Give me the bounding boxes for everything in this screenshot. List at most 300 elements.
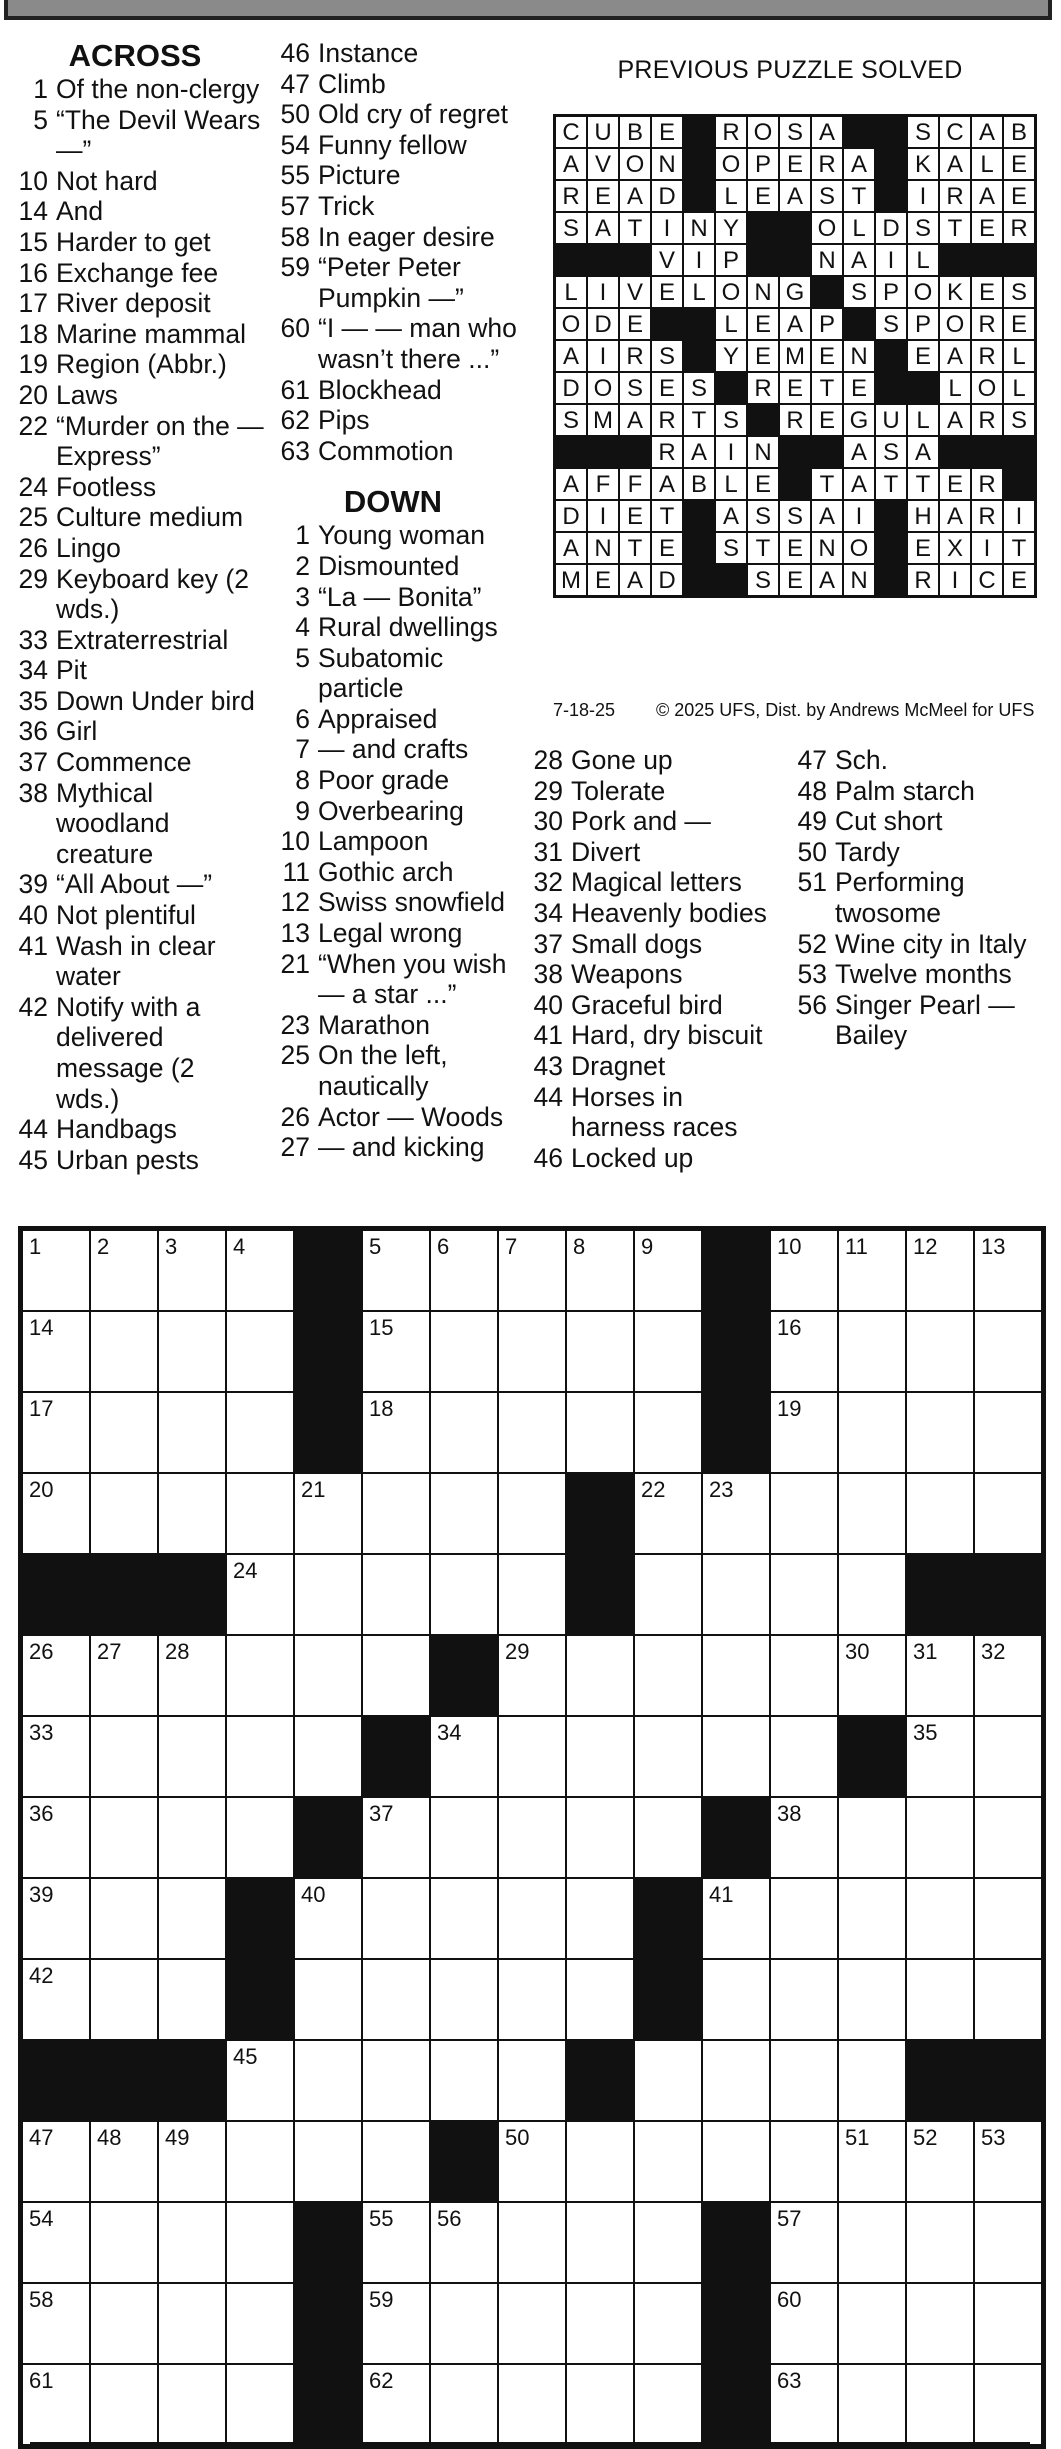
solution-letter: M <box>555 564 587 596</box>
grid-cell[interactable] <box>974 1230 1042 1311</box>
grid-cell[interactable] <box>430 1959 498 2040</box>
grid-cell[interactable] <box>974 1392 1042 1473</box>
clue-text: River deposit <box>56 288 211 319</box>
grid-cell[interactable] <box>226 1230 294 1311</box>
solution-black-square <box>555 436 587 468</box>
grid-cell[interactable] <box>498 1392 566 1473</box>
grid-cell[interactable] <box>906 2202 974 2283</box>
grid-cell[interactable] <box>634 1554 702 1635</box>
grid-cell[interactable] <box>566 1797 634 1878</box>
cell-number: 40 <box>301 1882 326 1907</box>
clue-item <box>521 990 781 1021</box>
grid-cell[interactable] <box>430 1797 498 1878</box>
grid-cell[interactable] <box>498 2202 566 2283</box>
grid-cell[interactable] <box>838 2040 906 2121</box>
solution-letter: A <box>811 500 843 532</box>
grid-cell[interactable] <box>430 1878 498 1959</box>
clue-text: Weapons <box>571 959 683 990</box>
solution-letter: T <box>843 180 875 212</box>
grid-cell[interactable] <box>906 2121 974 2202</box>
solution-black-square <box>939 244 971 276</box>
grid-cell[interactable] <box>634 1311 702 1392</box>
solution-letter: T <box>683 404 715 436</box>
clue-number: 29 <box>18 563 48 594</box>
grid-cell[interactable] <box>158 1635 226 1716</box>
grid-cell[interactable] <box>498 1716 566 1797</box>
solution-letter: U <box>875 404 907 436</box>
grid-cell[interactable] <box>498 2283 566 2364</box>
clue-text: Magical letters <box>571 867 742 898</box>
grid-cell[interactable] <box>22 1878 90 1959</box>
grid-cell[interactable] <box>22 2202 90 2283</box>
solution-black-square <box>619 436 651 468</box>
solution-letter: A <box>555 532 587 564</box>
grid-cell[interactable] <box>226 2202 294 2283</box>
grid-cell[interactable] <box>498 1554 566 1635</box>
grid-cell[interactable] <box>702 2121 770 2202</box>
grid-cell[interactable] <box>362 1392 430 1473</box>
clue-number: 58 <box>280 221 310 252</box>
clue-text: Dismounted <box>318 550 460 581</box>
grid-cell[interactable] <box>770 1230 838 1311</box>
grid-cell[interactable] <box>158 1878 226 1959</box>
grid-cell[interactable] <box>974 2283 1042 2364</box>
grid-cell[interactable] <box>906 1392 974 1473</box>
grid-cell[interactable] <box>566 1635 634 1716</box>
grid-cell[interactable] <box>226 1797 294 1878</box>
grid-cell[interactable] <box>90 1392 158 1473</box>
grid-cell[interactable] <box>906 1230 974 1311</box>
grid-cell[interactable] <box>294 2040 362 2121</box>
grid-cell[interactable] <box>974 1878 1042 1959</box>
grid-cell[interactable] <box>294 1878 362 1959</box>
grid-cell[interactable] <box>22 1311 90 1392</box>
clue-item <box>785 776 1060 807</box>
grid-cell[interactable] <box>90 2202 158 2283</box>
solution-letter: R <box>715 116 747 148</box>
grid-cell[interactable] <box>770 2364 838 2445</box>
grid-cell[interactable] <box>22 1959 90 2040</box>
clue-text: Handbags <box>56 1114 177 1145</box>
grid-cell[interactable] <box>838 1554 906 1635</box>
grid-cell[interactable] <box>566 2364 634 2445</box>
solution-letter: A <box>971 180 1003 212</box>
grid-cell[interactable] <box>770 1716 838 1797</box>
clue-item <box>6 686 264 717</box>
grid-cell[interactable] <box>838 2121 906 2202</box>
grid-cell[interactable] <box>838 1392 906 1473</box>
clue-text: Urban pests <box>56 1144 199 1175</box>
cell-number: 50 <box>505 2125 530 2150</box>
cell-number: 8 <box>573 1234 586 1259</box>
clue-number: 38 <box>533 959 563 990</box>
solution-letter: E <box>779 564 811 596</box>
black-square <box>634 1878 702 1959</box>
solution-black-square <box>683 340 715 372</box>
grid-cell[interactable] <box>294 1473 362 1554</box>
grid-cell[interactable] <box>498 1797 566 1878</box>
grid-cell[interactable] <box>634 1473 702 1554</box>
grid-cell[interactable] <box>566 1878 634 1959</box>
grid-cell[interactable] <box>974 2202 1042 2283</box>
grid-cell[interactable] <box>22 1797 90 1878</box>
grid-cell[interactable] <box>362 1878 430 1959</box>
grid-cell[interactable] <box>566 2121 634 2202</box>
grid-cell[interactable] <box>906 1635 974 1716</box>
grid-cell[interactable] <box>90 1230 158 1311</box>
clue-item <box>268 130 518 161</box>
grid-cell[interactable] <box>634 2364 702 2445</box>
grid-cell[interactable] <box>634 2283 702 2364</box>
grid-cell[interactable] <box>634 1230 702 1311</box>
solution-letter: L <box>939 372 971 404</box>
solution-letter: N <box>843 564 875 596</box>
grid-cell[interactable] <box>906 1797 974 1878</box>
clue-item <box>268 551 518 582</box>
grid-cell[interactable] <box>906 1311 974 1392</box>
grid-cell[interactable] <box>22 2364 90 2445</box>
grid-cell[interactable] <box>362 2121 430 2202</box>
solution-letter: R <box>651 404 683 436</box>
solution-black-square <box>779 468 811 500</box>
grid-cell[interactable] <box>430 1230 498 1311</box>
grid-cell[interactable] <box>498 1635 566 1716</box>
grid-cell[interactable] <box>22 2283 90 2364</box>
solution-letter: T <box>651 500 683 532</box>
grid-cell[interactable] <box>770 2121 838 2202</box>
solution-letter: E <box>1003 180 1035 212</box>
grid-cell[interactable] <box>974 2364 1042 2445</box>
grid-cell[interactable] <box>702 1473 770 1554</box>
solution-letter: E <box>971 276 1003 308</box>
grid-cell[interactable] <box>430 1311 498 1392</box>
grid-cell[interactable] <box>566 1311 634 1392</box>
grid-cell[interactable] <box>566 2283 634 2364</box>
grid-cell[interactable] <box>22 1230 90 1311</box>
grid-cell[interactable] <box>498 2040 566 2121</box>
solution-letter: A <box>779 308 811 340</box>
grid-cell[interactable] <box>430 2283 498 2364</box>
grid-cell[interactable] <box>974 1959 1042 2040</box>
grid-cell[interactable] <box>158 1473 226 1554</box>
grid-cell[interactable] <box>702 2040 770 2121</box>
grid-cell[interactable] <box>770 1797 838 1878</box>
solution-letter: E <box>811 404 843 436</box>
grid-cell[interactable] <box>22 2121 90 2202</box>
grid-cell[interactable] <box>158 2202 226 2283</box>
clue-text: Wash in clear water <box>56 930 216 992</box>
clue-number: 62 <box>280 405 310 436</box>
grid-cell[interactable] <box>838 1959 906 2040</box>
grid-cell[interactable] <box>362 2283 430 2364</box>
grid-cell[interactable] <box>498 2364 566 2445</box>
solution-letter: A <box>779 180 811 212</box>
clue-number: 17 <box>18 288 48 319</box>
solution-letter: E <box>587 564 619 596</box>
grid-cell[interactable] <box>838 1473 906 1554</box>
grid-cell[interactable] <box>702 1878 770 1959</box>
grid-cell[interactable] <box>838 1635 906 1716</box>
grid-cell[interactable] <box>226 1311 294 1392</box>
grid-cell[interactable] <box>158 1230 226 1311</box>
grid-cell[interactable] <box>90 1635 158 1716</box>
grid-cell[interactable] <box>702 1554 770 1635</box>
solution-letter: M <box>587 404 619 436</box>
clue-number: 59 <box>280 252 310 283</box>
solution-letter: S <box>779 500 811 532</box>
grid-cell[interactable] <box>90 1878 158 1959</box>
clue-number: 56 <box>797 989 827 1020</box>
grid-cell[interactable] <box>498 1230 566 1311</box>
grid-cell[interactable] <box>566 1230 634 1311</box>
grid-cell[interactable] <box>498 1959 566 2040</box>
grid-cell[interactable] <box>294 2121 362 2202</box>
clue-number: 48 <box>797 775 827 806</box>
grid-cell[interactable] <box>430 2202 498 2283</box>
grid-cell[interactable] <box>90 1959 158 2040</box>
clue-number: 37 <box>18 747 48 778</box>
grid-cell[interactable] <box>566 1959 634 2040</box>
cell-number: 29 <box>505 1639 530 1664</box>
solution-letter: E <box>651 276 683 308</box>
clue-number: 45 <box>18 1144 48 1175</box>
grid-cell[interactable] <box>974 2121 1042 2202</box>
grid-cell[interactable] <box>634 1797 702 1878</box>
grid-cell[interactable] <box>430 1716 498 1797</box>
grid-cell[interactable] <box>430 1473 498 1554</box>
solution-letter: B <box>619 116 651 148</box>
grid-cell[interactable] <box>294 1959 362 2040</box>
clue-text: Keyboard key (2 wds.) <box>56 563 249 625</box>
grid-cell[interactable] <box>974 1473 1042 1554</box>
grid-cell[interactable] <box>770 1554 838 1635</box>
grid-cell[interactable] <box>498 1311 566 1392</box>
clue-number: 52 <box>797 928 827 959</box>
clue-text: Poor grade <box>318 765 450 796</box>
clue-item <box>268 857 518 888</box>
grid-cell[interactable] <box>634 2121 702 2202</box>
cell-number: 23 <box>709 1477 734 1502</box>
clue-item <box>268 918 518 949</box>
grid-cell[interactable] <box>22 1473 90 1554</box>
clue-item <box>6 564 264 625</box>
grid-cell[interactable] <box>566 1716 634 1797</box>
grid-cell[interactable] <box>838 1230 906 1311</box>
grid-cell[interactable] <box>294 1716 362 1797</box>
solution-letter: O <box>715 276 747 308</box>
grid-cell[interactable] <box>362 1473 430 1554</box>
grid-cell[interactable] <box>226 1554 294 1635</box>
grid-cell[interactable] <box>906 1473 974 1554</box>
grid-cell[interactable] <box>158 2121 226 2202</box>
grid-cell[interactable] <box>498 1878 566 1959</box>
solution-black-square <box>779 244 811 276</box>
grid-cell[interactable] <box>906 2283 974 2364</box>
cell-number: 11 <box>845 1234 868 1259</box>
grid-cell[interactable] <box>90 1473 158 1554</box>
clue-item <box>268 887 518 918</box>
grid-cell[interactable] <box>838 2202 906 2283</box>
grid-cell[interactable] <box>90 1797 158 1878</box>
grid-cell[interactable] <box>634 1635 702 1716</box>
grid-cell[interactable] <box>22 1635 90 1716</box>
grid-cell[interactable] <box>226 1473 294 1554</box>
grid-cell[interactable] <box>22 1392 90 1473</box>
grid-cell[interactable] <box>770 1392 838 1473</box>
grid-cell[interactable] <box>770 1311 838 1392</box>
grid-cell[interactable] <box>770 1878 838 1959</box>
solution-letter: R <box>971 404 1003 436</box>
grid-cell[interactable] <box>906 1878 974 1959</box>
clue-text: Blockhead <box>318 374 442 405</box>
solution-letter: E <box>939 468 971 500</box>
grid-cell[interactable] <box>770 2040 838 2121</box>
grid-cell[interactable] <box>226 1392 294 1473</box>
grid-cell[interactable] <box>90 2283 158 2364</box>
grid-cell[interactable] <box>566 2202 634 2283</box>
grid-cell[interactable] <box>974 1716 1042 1797</box>
grid-cell[interactable] <box>838 1311 906 1392</box>
grid-cell[interactable] <box>158 1392 226 1473</box>
grid-cell[interactable] <box>770 2283 838 2364</box>
clue-number: 3 <box>295 581 310 612</box>
grid-cell[interactable] <box>634 2202 702 2283</box>
grid-cell[interactable] <box>838 2364 906 2445</box>
clue-item <box>785 990 1060 1051</box>
clue-item <box>521 867 781 898</box>
grid-cell[interactable] <box>226 2283 294 2364</box>
grid-cell[interactable] <box>294 1635 362 1716</box>
grid-cell[interactable] <box>158 2283 226 2364</box>
solution-letter: T <box>939 212 971 244</box>
clue-text: Young woman <box>318 520 485 551</box>
grid-cell[interactable] <box>362 1635 430 1716</box>
grid-cell[interactable] <box>770 1635 838 1716</box>
grid-cell[interactable] <box>90 2364 158 2445</box>
grid-cell[interactable] <box>362 2040 430 2121</box>
solution-letter: R <box>555 180 587 212</box>
grid-cell[interactable] <box>906 1959 974 2040</box>
clue-item <box>6 196 264 227</box>
cell-number: 9 <box>641 1234 654 1259</box>
cell-number: 1 <box>29 1234 42 1259</box>
grid-cell[interactable] <box>362 1797 430 1878</box>
solution-letter: C <box>555 116 587 148</box>
grid-cell[interactable] <box>974 1797 1042 1878</box>
grid-cell[interactable] <box>430 1554 498 1635</box>
grid-cell[interactable] <box>158 1959 226 2040</box>
grid-cell[interactable] <box>838 2283 906 2364</box>
cell-number: 12 <box>913 1234 938 1259</box>
solution-letter: S <box>619 372 651 404</box>
solution-letter: A <box>939 148 971 180</box>
clue-item <box>6 900 264 931</box>
clue-item <box>6 716 264 747</box>
grid-cell[interactable] <box>158 1716 226 1797</box>
grid-cell[interactable] <box>362 2364 430 2445</box>
grid-cell[interactable] <box>362 1311 430 1392</box>
solution-black-square <box>875 500 907 532</box>
cell-number: 49 <box>165 2125 190 2150</box>
grid-cell[interactable] <box>430 1392 498 1473</box>
grid-cell[interactable] <box>430 2040 498 2121</box>
grid-cell[interactable] <box>226 2040 294 2121</box>
solution-letter: P <box>907 308 939 340</box>
clue-number: 50 <box>280 99 310 130</box>
grid-cell[interactable] <box>702 1959 770 2040</box>
cell-number: 39 <box>29 1882 54 1907</box>
grid-cell[interactable] <box>90 1716 158 1797</box>
grid-cell[interactable] <box>362 1554 430 1635</box>
grid-cell[interactable] <box>634 1392 702 1473</box>
cell-number: 24 <box>233 1558 258 1583</box>
grid-cell[interactable] <box>906 2364 974 2445</box>
grid-cell[interactable] <box>362 1230 430 1311</box>
grid-cell[interactable] <box>974 1635 1042 1716</box>
grid-cell[interactable] <box>634 1716 702 1797</box>
grid-cell[interactable] <box>838 1878 906 1959</box>
grid-cell[interactable] <box>226 2364 294 2445</box>
solution-letter: E <box>1003 308 1035 340</box>
grid-cell[interactable] <box>294 1554 362 1635</box>
grid-cell[interactable] <box>702 1716 770 1797</box>
grid-cell[interactable] <box>770 2202 838 2283</box>
cell-number: 3 <box>165 1234 178 1259</box>
grid-cell[interactable] <box>226 1716 294 1797</box>
solution-letter: A <box>683 436 715 468</box>
grid-cell[interactable] <box>702 1635 770 1716</box>
grid-cell[interactable] <box>634 2040 702 2121</box>
clue-number: 26 <box>18 532 48 563</box>
grid-cell[interactable] <box>974 1311 1042 1392</box>
down-clues-column-3 <box>521 745 781 1173</box>
clue-item <box>6 288 264 319</box>
clue-number: 41 <box>18 930 48 961</box>
solution-letter: T <box>875 468 907 500</box>
cell-number: 42 <box>29 1963 54 1988</box>
solution-letter: S <box>747 564 779 596</box>
grid-cell[interactable] <box>566 1392 634 1473</box>
clue-text: “When you wish — a star ...” <box>318 948 507 1010</box>
grid-cell[interactable] <box>770 1959 838 2040</box>
clue-item <box>785 837 1060 868</box>
solution-black-square <box>715 372 747 404</box>
black-square <box>566 2040 634 2121</box>
grid-cell[interactable] <box>158 1311 226 1392</box>
grid-cell[interactable] <box>90 1311 158 1392</box>
grid-cell[interactable] <box>226 2121 294 2202</box>
grid-cell[interactable] <box>770 1473 838 1554</box>
grid-cell[interactable] <box>158 1797 226 1878</box>
grid-cell[interactable] <box>158 2364 226 2445</box>
solution-letter: L <box>1003 372 1035 404</box>
grid-cell[interactable] <box>90 2121 158 2202</box>
grid-cell[interactable] <box>362 2202 430 2283</box>
grid-cell[interactable] <box>906 1716 974 1797</box>
grid-cell[interactable] <box>498 1473 566 1554</box>
grid-cell[interactable] <box>226 1635 294 1716</box>
grid-cell[interactable] <box>430 2364 498 2445</box>
grid-cell[interactable] <box>838 1797 906 1878</box>
solution-black-square <box>683 500 715 532</box>
solution-letter: R <box>971 500 1003 532</box>
grid-cell[interactable] <box>498 2121 566 2202</box>
solution-black-square <box>619 244 651 276</box>
grid-cell[interactable] <box>22 1716 90 1797</box>
clue-text: “All About —” <box>56 869 213 900</box>
cell-number: 27 <box>97 1639 122 1664</box>
grid-cell[interactable] <box>362 1959 430 2040</box>
